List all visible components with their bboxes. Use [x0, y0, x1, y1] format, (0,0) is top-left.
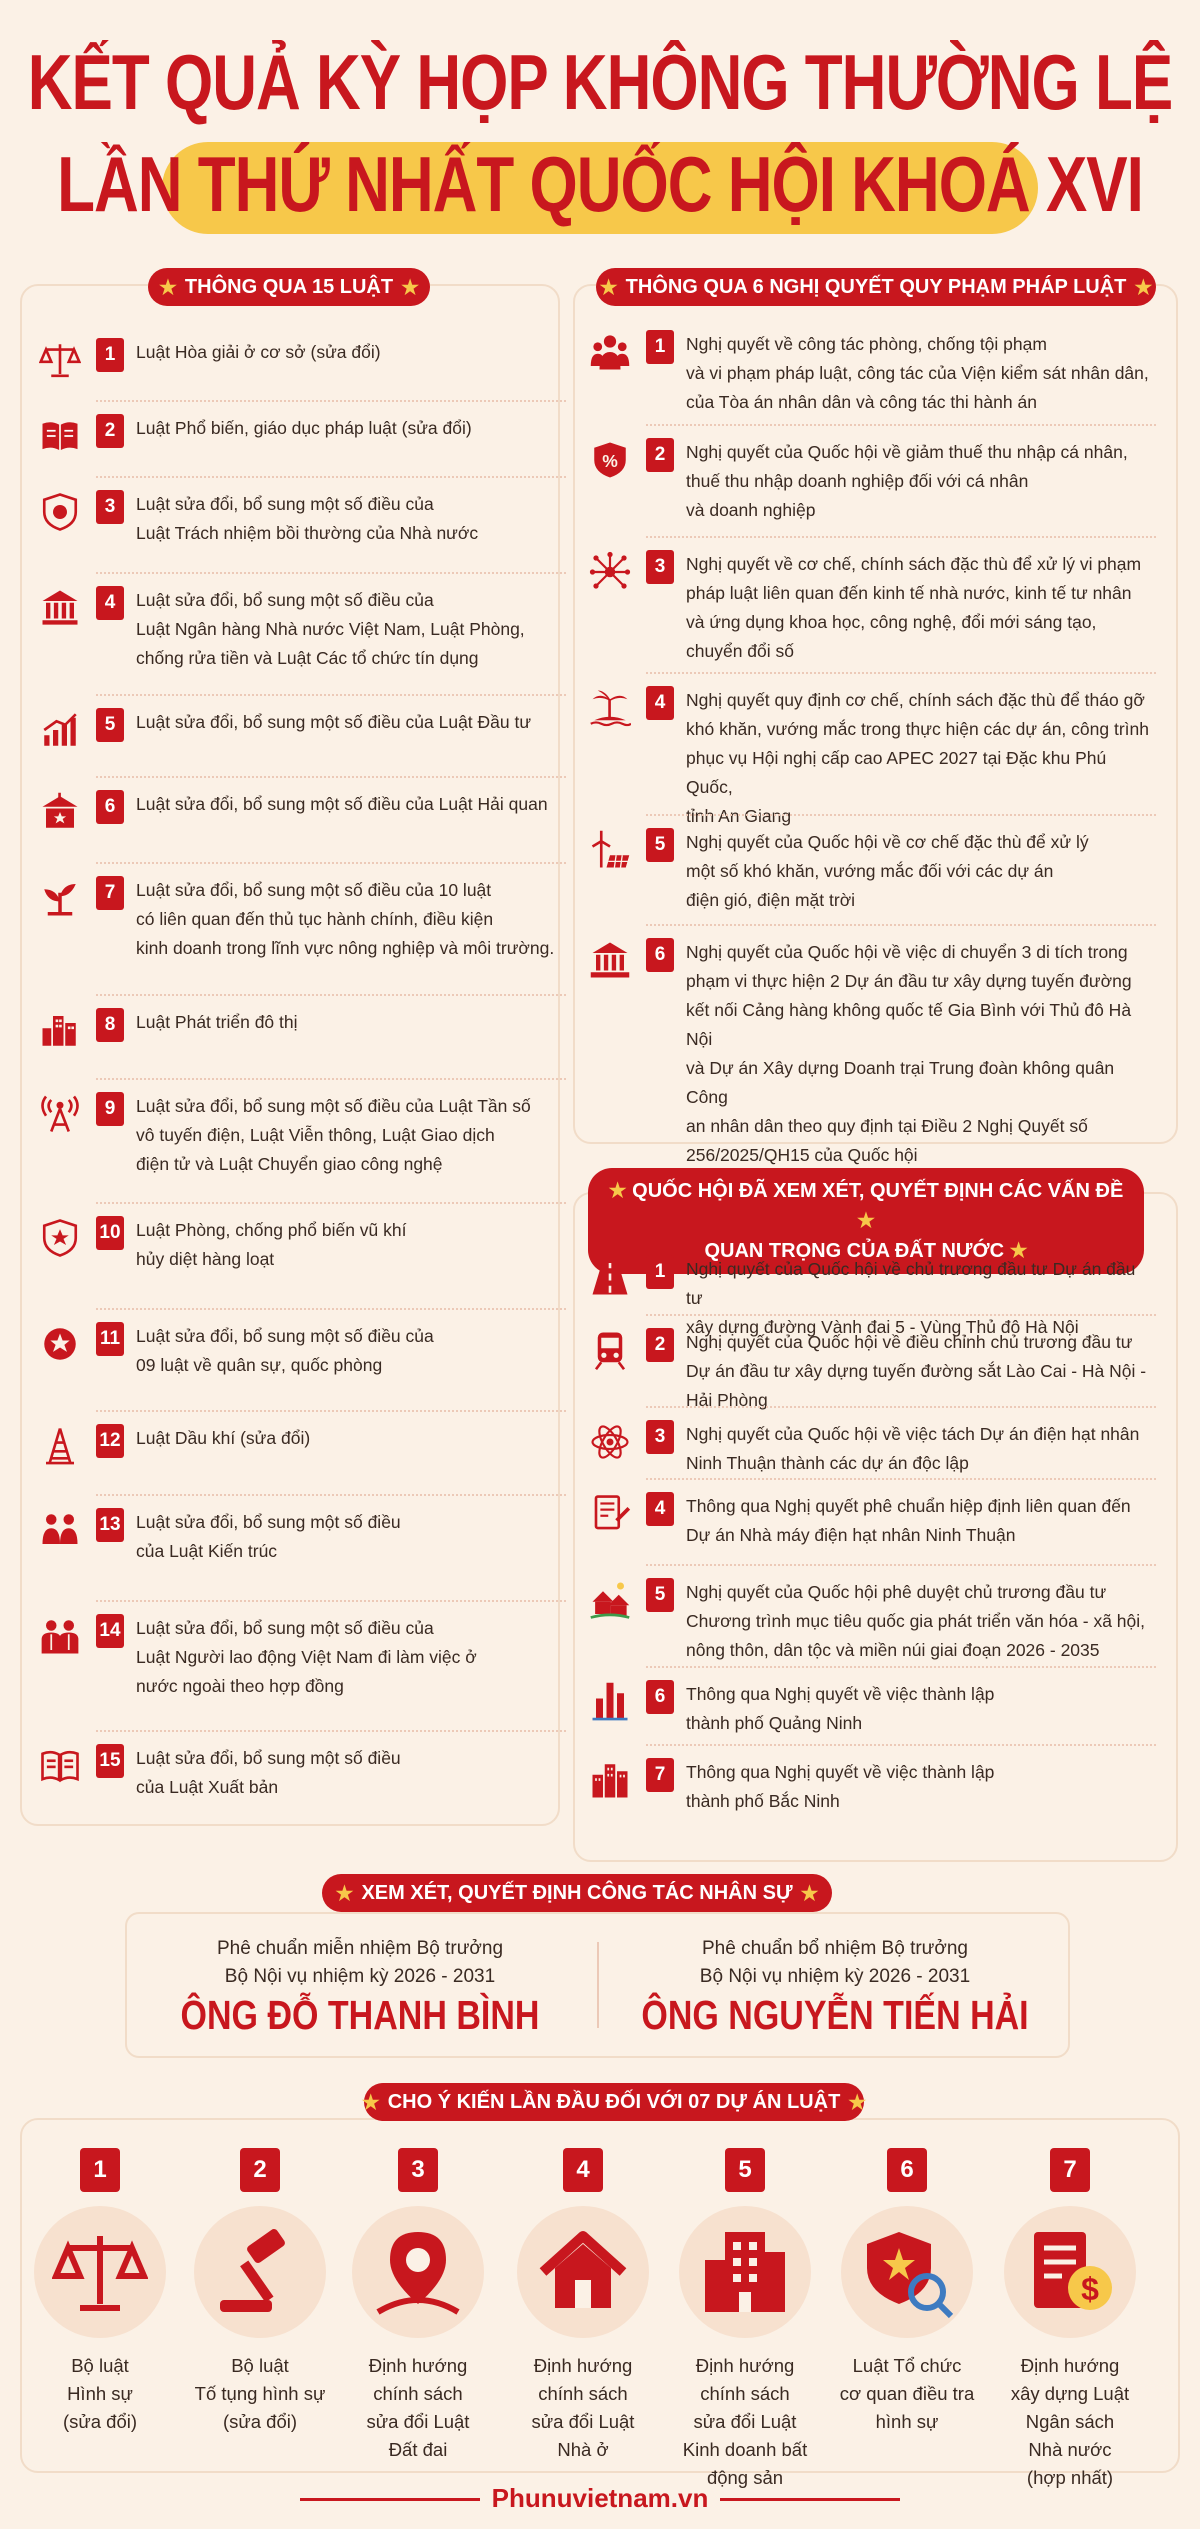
growth-chart-icon	[38, 708, 82, 752]
law-item	[38, 1424, 566, 1468]
law-item	[38, 338, 566, 382]
project-label-line: Tố tụng hình sự	[194, 2383, 326, 2404]
monument-icon	[588, 938, 632, 982]
resolution-text	[686, 828, 1156, 915]
architects-icon	[38, 1508, 82, 1552]
resolution-text-line: tỉnh An Giang	[686, 806, 792, 826]
personnel-left-line2: Bộ Nội vụ nhiệm kỳ 2026 - 2031	[224, 1966, 496, 1987]
personnel-right-line2: Bộ Nội vụ nhiệm kỳ 2026 - 2031	[699, 1966, 971, 1987]
radio-tower-icon	[38, 1092, 82, 1136]
laws-heading	[148, 268, 430, 306]
resolutions-heading-text: THÔNG QUA 6 NGHỊ QUYẾT QUY PHẠM PHÁP LUẬT	[625, 275, 1127, 298]
resolution-text-line: Nghị quyết của Quốc hội về việc di chuyển 3 di tích trong	[686, 942, 1128, 962]
resolution-text-line: khó khăn, vướng mắc trong thực hiện các dự án, công trình	[686, 719, 1149, 739]
law-number: 3	[96, 490, 124, 524]
resolution-number: 3	[646, 550, 674, 584]
decision-text-line: Nghị quyết của Quốc hội về việc tách Dự án điện hạt nhân	[686, 1424, 1140, 1444]
resolution-number: 4	[646, 686, 674, 720]
people-group-icon	[588, 330, 632, 374]
resolution-text-line: kết nối Cảng hàng không quốc tế Gia Bình với Thủ đô Hà Nội	[686, 1000, 1132, 1049]
decision-number: 6	[646, 1680, 674, 1714]
wind-solar-icon	[588, 828, 632, 872]
shield-icon	[38, 490, 82, 534]
law-item	[38, 1614, 566, 1701]
project-label-line: Bộ luật	[71, 2355, 129, 2376]
main-title-line1: KẾT QUẢ KỲ HỌP KHÔNG THƯỜNG LỆ	[27, 40, 1173, 127]
decision-separator	[646, 1744, 1156, 1746]
resolution-number: 6	[646, 938, 674, 972]
law-item	[38, 586, 566, 673]
plant-icon	[38, 876, 82, 920]
footer-site: Phunuvietnam.vn	[491, 2483, 709, 2513]
project-label-line: Bộ luật	[231, 2355, 289, 2376]
star-icon: ★	[857, 1210, 875, 1232]
project-item	[508, 2148, 658, 2464]
resolution-text-line: phục vụ Hội nghị cấp cao APEC 2027 tại Đặc khu Phú Quốc,	[686, 748, 1107, 797]
project-label-line: sửa đổi Luật	[693, 2411, 797, 2432]
resolution-separator	[646, 672, 1156, 674]
law-text	[136, 414, 566, 443]
resolution-text-line: điện gió, điện mặt trời	[686, 890, 856, 910]
resolution-text-line: Nghị quyết về cơ chế, chính sách đặc thù để xử lý vi phạm	[686, 554, 1142, 574]
personnel-left-line1: Phê chuẩn miễn nhiệm Bộ trưởng	[216, 1938, 504, 1959]
law-separator	[96, 400, 566, 402]
decisions-heading-line1: QUỐC HỘI ĐÃ XEM XÉT, QUYẾT ĐỊNH CÁC VẤN ĐỀ	[632, 1180, 1124, 1202]
star-icon: ★	[335, 1882, 354, 1905]
star-icon: ★	[608, 1180, 627, 1202]
city-icon	[38, 1008, 82, 1052]
law-number: 2	[96, 414, 124, 448]
police-badge-icon	[841, 2206, 973, 2338]
bank-icon	[38, 586, 82, 630]
project-item	[995, 2148, 1145, 2492]
project-number: 3	[398, 2148, 438, 2192]
project-item	[185, 2148, 335, 2436]
project-label-line: Kinh doanh bất	[682, 2439, 808, 2460]
svg-text:%: %	[602, 451, 618, 471]
law-separator	[96, 694, 566, 696]
personnel-left-name: ÔNG ĐỖ THANH BÌNH	[180, 1993, 540, 2039]
law-number: 11	[96, 1322, 124, 1356]
law-text-line: của Luật Xuất bản	[136, 1777, 279, 1797]
project-item	[832, 2148, 982, 2436]
law-number: 14	[96, 1614, 124, 1648]
project-label-line: Định hướng	[368, 2355, 468, 2376]
decision-text-line: Nghị quyết của Quốc hội về chủ trương đầu tư Dự án đầu tư	[686, 1259, 1136, 1308]
network-icon	[588, 550, 632, 594]
project-label-line: (hợp nhất)	[1026, 2467, 1114, 2488]
law-number: 13	[96, 1508, 124, 1542]
village-icon	[588, 1578, 632, 1622]
decision-text-line: thành phố Bắc Ninh	[686, 1791, 840, 1811]
city-tower-icon	[588, 1680, 632, 1724]
project-number: 2	[240, 2148, 280, 2192]
customs-house-icon	[38, 790, 82, 834]
law-text	[136, 708, 566, 737]
footer-line-right	[720, 2498, 900, 2501]
law-text-line: Luật sửa đổi, bổ sung một số điều của Luật Hải quan	[136, 794, 548, 814]
resolution-separator	[646, 924, 1156, 926]
decision-text	[686, 1420, 1156, 1478]
law-text-line: Luật Phổ biến, giáo dục pháp luật (sửa đổi)	[136, 418, 472, 438]
decision-item	[588, 1578, 1156, 1665]
svg-text:$: $	[1081, 2271, 1099, 2307]
law-text	[136, 1216, 566, 1274]
resolution-text-line: và doanh nghiệp	[686, 500, 816, 520]
law-text	[136, 1614, 566, 1701]
star-icon: ★	[401, 276, 420, 299]
law-separator	[96, 1600, 566, 1602]
resolution-text-line: Nghị quyết quy định cơ chế, chính sách đặc thù để tháo gỡ	[686, 690, 1145, 710]
oil-rig-icon	[38, 1424, 82, 1468]
law-separator	[96, 1730, 566, 1732]
percent-shield-icon	[588, 438, 632, 482]
law-number: 7	[96, 876, 124, 910]
decision-item	[588, 1492, 1156, 1550]
project-item	[25, 2148, 175, 2436]
project-label-line: chính sách	[700, 2383, 790, 2404]
law-text	[136, 1508, 566, 1566]
book-icon	[38, 414, 82, 458]
law-number: 8	[96, 1008, 124, 1042]
decision-number: 1	[646, 1255, 674, 1289]
budget-invoice-icon	[1004, 2206, 1136, 2338]
project-label-line: cơ quan điều tra	[839, 2383, 975, 2404]
decision-item	[588, 1680, 1156, 1738]
law-text-line: Luật sửa đổi, bổ sung một số điều	[136, 1512, 401, 1532]
law-number: 6	[96, 790, 124, 824]
resolution-text-line: Nghị quyết về công tác phòng, chống tội phạm	[686, 334, 1047, 354]
law-text-line: Luật sửa đổi, bổ sung một số điều của	[136, 590, 434, 610]
project-number: 1	[80, 2148, 120, 2192]
law-text-line: Luật Người lao động Việt Nam đi làm việc ở	[136, 1647, 477, 1667]
project-number: 6	[887, 2148, 927, 2192]
project-label	[25, 2352, 175, 2436]
road-icon	[588, 1255, 632, 1299]
law-separator	[96, 1410, 566, 1412]
law-separator	[96, 476, 566, 478]
decision-text	[686, 1758, 1156, 1816]
project-label-line: sửa đổi Luật	[531, 2411, 635, 2432]
resolution-text-line: và vi phạm pháp luật, công tác của Viện kiểm sát nhân dân,	[686, 363, 1149, 383]
law-separator	[96, 1308, 566, 1310]
law-text	[136, 1008, 566, 1037]
star-icon: ★	[599, 276, 618, 299]
law-text	[136, 1322, 566, 1380]
law-text	[136, 876, 566, 963]
resolution-separator	[646, 814, 1156, 816]
law-text	[136, 490, 566, 548]
resolution-text	[686, 938, 1156, 1170]
scales-icon	[34, 2206, 166, 2338]
decision-number: 4	[646, 1492, 674, 1526]
decision-separator	[646, 1314, 1156, 1316]
decision-separator	[646, 1564, 1156, 1566]
law-text-line: kinh doanh trong lĩnh vực nông nghiệp và môi trường.	[136, 938, 555, 958]
law-text-line: Luật Phát triển đô thị	[136, 1012, 298, 1032]
resolution-text	[686, 686, 1156, 831]
law-separator	[96, 572, 566, 574]
law-text-line: Luật sửa đổi, bổ sung một số điều của	[136, 494, 434, 514]
decision-text-line: Thông qua Nghị quyết phê chuẩn hiệp định liên quan đến	[686, 1496, 1131, 1516]
law-item	[38, 1322, 566, 1380]
resolution-text-line: và ứng dụng khoa học, công nghệ, đổi mới sáng tạo,	[686, 612, 1097, 632]
projects-heading	[361, 2083, 867, 2121]
decision-text-line: Ninh Thuận thành các dự án độc lập	[686, 1453, 969, 1473]
decision-text-line: Nghị quyết của Quốc hội về điều chỉnh chủ trương đầu tư	[686, 1332, 1133, 1352]
decision-text-line: Chương trình mục tiêu quốc gia phát triển văn hóa - xã hội,	[686, 1611, 1146, 1631]
project-label-line: xây dựng Luật	[1010, 2383, 1130, 2404]
law-text	[136, 586, 566, 673]
workers-icon	[38, 1614, 82, 1658]
resolution-text-line: của Tòa án nhân dân và công tác thi hành án	[686, 392, 1037, 412]
project-label	[670, 2352, 820, 2492]
project-label-line: (sửa đổi)	[62, 2411, 138, 2432]
decision-item	[588, 1758, 1156, 1816]
project-label-line: Nhà ở	[557, 2439, 609, 2460]
decision-separator	[646, 1666, 1156, 1668]
island-icon	[588, 686, 632, 730]
law-text	[136, 338, 566, 367]
decision-text	[686, 1492, 1156, 1550]
decision-item	[588, 1420, 1156, 1478]
personnel-divider	[597, 1942, 599, 2028]
law-number: 15	[96, 1744, 124, 1778]
resolution-item	[588, 438, 1156, 525]
resolution-item	[588, 828, 1156, 915]
law-number: 9	[96, 1092, 124, 1126]
project-label-line: (sửa đổi)	[222, 2411, 298, 2432]
decision-text-line: thành phố Quảng Ninh	[686, 1713, 863, 1733]
project-label-line: Hình sự	[67, 2383, 133, 2404]
law-item	[38, 414, 566, 458]
open-book-icon	[38, 1744, 82, 1788]
law-number: 4	[96, 586, 124, 620]
project-label-line: động sản	[706, 2467, 784, 2488]
gavel-icon	[194, 2206, 326, 2338]
decision-text-line: Hải Phòng	[686, 1390, 768, 1410]
decision-number: 3	[646, 1420, 674, 1454]
law-text-line: Luật sửa đổi, bổ sung một số điều của	[136, 1618, 434, 1638]
project-label-line: Định hướng	[533, 2355, 633, 2376]
law-separator	[96, 1202, 566, 1204]
resolution-item	[588, 550, 1156, 666]
project-label-line: chính sách	[538, 2383, 628, 2404]
law-item	[38, 1508, 566, 1566]
resolution-text-line: phạm vi thực hiện 2 Dự án đầu tư xây dựng tuyến đường	[686, 971, 1132, 991]
city-buildings-icon	[588, 1758, 632, 1802]
resolution-item	[588, 330, 1156, 417]
project-label-line: Luật Tổ chức	[852, 2355, 962, 2376]
personnel-left	[150, 1935, 570, 2039]
law-text-line: Luật Phòng, chống phổ biến vũ khí	[136, 1220, 407, 1240]
star-icon: ★	[361, 2091, 380, 2114]
project-label-line: Ngân sách	[1025, 2411, 1115, 2432]
resolution-text-line: Nghị quyết của Quốc hội về giảm thuế thu nhập cá nhân,	[686, 442, 1128, 462]
decision-text	[686, 1328, 1156, 1415]
personnel-heading	[322, 1874, 832, 1912]
project-number: 4	[563, 2148, 603, 2192]
resolution-separator	[646, 536, 1156, 538]
project-label-line: Đất đai	[388, 2439, 448, 2460]
decision-number: 2	[646, 1328, 674, 1362]
law-text-line: nước ngoài theo hợp đồng	[136, 1676, 344, 1696]
law-text-line: Luật Dầu khí (sửa đổi)	[136, 1428, 311, 1448]
project-item	[670, 2148, 820, 2492]
scales-icon	[38, 338, 82, 382]
train-icon	[588, 1328, 632, 1372]
military-badge-icon	[38, 1322, 82, 1366]
resolution-text-line: 256/2025/QH15 của Quốc hội	[686, 1145, 918, 1165]
resolution-text	[686, 330, 1156, 417]
law-text-line: điện tử và Luật Chuyển giao công nghệ	[136, 1154, 443, 1174]
law-item	[38, 708, 566, 752]
law-separator	[96, 1494, 566, 1496]
law-text-line: Luật Hòa giải ở cơ sở (sửa đổi)	[136, 342, 381, 362]
atom-icon	[588, 1420, 632, 1464]
decision-item	[588, 1328, 1156, 1415]
law-text-line: của Luật Kiến trúc	[136, 1541, 278, 1561]
decision-separator	[646, 1478, 1156, 1480]
law-item	[38, 1216, 566, 1274]
law-separator	[96, 776, 566, 778]
law-text-line: Luật sửa đổi, bổ sung một số điều của	[136, 1326, 434, 1346]
personnel-right	[625, 1935, 1045, 2039]
law-text	[136, 1424, 566, 1453]
star-icon: ★	[1009, 1240, 1028, 1262]
personnel-right-line1: Phê chuẩn bổ nhiệm Bộ trưởng	[701, 1938, 968, 1959]
star-icon: ★	[800, 1882, 819, 1905]
law-number: 10	[96, 1216, 124, 1250]
decisions-heading-line2: QUAN TRỌNG CỦA ĐẤT NƯỚC	[704, 1240, 1005, 1262]
resolution-text-line: an nhân dân theo quy định tại Điều 2 Nghị Quyết số	[686, 1116, 1088, 1136]
law-item	[38, 790, 566, 834]
project-label	[185, 2352, 335, 2436]
law-separator	[96, 1078, 566, 1080]
law-text	[136, 1092, 566, 1179]
law-text-line: có liên quan đến thủ tục hành chính, điều kiện	[136, 909, 494, 929]
project-label	[995, 2352, 1145, 2492]
decision-text	[686, 1578, 1156, 1665]
resolution-number: 1	[646, 330, 674, 364]
decision-number: 7	[646, 1758, 674, 1792]
project-label-line: chính sách	[373, 2383, 463, 2404]
map-pin-icon	[352, 2206, 484, 2338]
resolution-text	[686, 550, 1156, 666]
project-number: 5	[725, 2148, 765, 2192]
resolution-text-line: Nghị quyết của Quốc hội về cơ chế đặc thù để xử lý	[686, 832, 1089, 852]
house-icon	[517, 2206, 649, 2338]
law-item	[38, 1008, 566, 1052]
law-text-line: hủy diệt hàng loạt	[136, 1249, 275, 1269]
project-number: 7	[1050, 2148, 1090, 2192]
project-label	[343, 2352, 493, 2464]
real-estate-icon	[679, 2206, 811, 2338]
law-text-line: chống rửa tiền và Luật Các tổ chức tín dụng	[136, 648, 479, 668]
resolutions-heading	[596, 268, 1156, 306]
decision-text-line: Thông qua Nghị quyết về việc thành lập	[686, 1684, 995, 1704]
law-text-line: Luật sửa đổi, bổ sung một số điều của Luật Đầu tư	[136, 712, 532, 732]
law-separator	[96, 994, 566, 996]
decision-text-line: Dự án đầu tư xây dựng tuyến đường sắt Lào Cai - Hà Nội -	[686, 1361, 1147, 1381]
law-item	[38, 876, 566, 963]
law-text-line: 09 luật về quân sự, quốc phòng	[136, 1355, 383, 1375]
decision-text	[686, 1680, 1156, 1738]
decision-text-line: Nghị quyết của Quốc hội phê duyệt chủ trương đầu tư	[686, 1582, 1107, 1602]
law-number: 1	[96, 338, 124, 372]
laws-heading-text: THÔNG QUA 15 LUẬT	[184, 275, 394, 298]
resolution-item	[588, 686, 1156, 831]
resolution-text-line: và Dự án Xây dựng Doanh trại Trung đoàn không quân Công	[686, 1058, 1115, 1107]
resolution-separator	[646, 424, 1156, 426]
project-label	[832, 2352, 982, 2436]
resolution-text-line: pháp luật liên quan đến kinh tế nhà nước, kinh tế tư nhân	[686, 583, 1132, 603]
project-label-line: hình sự	[875, 2411, 939, 2432]
law-text-line: Luật sửa đổi, bổ sung một số điều của Luật Tần số	[136, 1096, 531, 1116]
project-label-line: sửa đổi Luật	[366, 2411, 470, 2432]
project-item	[343, 2148, 493, 2464]
resolution-text-line: chuyển đổi số	[686, 641, 794, 661]
law-text-line: Luật sửa đổi, bổ sung một số điều của 10 luật	[136, 880, 492, 900]
law-text-line: Luật Trách nhiệm bồi thường của Nhà nước	[136, 523, 479, 543]
resolution-item	[588, 938, 1156, 1170]
decision-separator	[646, 1406, 1156, 1408]
law-number: 5	[96, 708, 124, 742]
decision-number: 5	[646, 1578, 674, 1612]
resolution-text	[686, 438, 1156, 525]
decision-text-line: Thông qua Nghị quyết về việc thành lập	[686, 1762, 995, 1782]
decision-text-line: xây dựng đường Vành đai 5 - Vùng Thủ đô Hà Nội	[686, 1317, 1079, 1337]
law-text	[136, 790, 566, 819]
resolution-number: 5	[646, 828, 674, 862]
shield-star-icon	[38, 1216, 82, 1260]
decision-text-line: nông thôn, dân tộc và miền núi giai đoạn 2026 - 2035	[686, 1640, 1100, 1660]
personnel-right-name: ÔNG NGUYỄN TIẾN HẢI	[641, 1993, 1029, 2039]
main-title-line2: LẦN THỨ NHẤT QUỐC HỘI KHOÁ XVI	[57, 142, 1143, 229]
resolution-text-line: thuế thu nhập doanh nghiệp đối với cá nhân	[686, 471, 1029, 491]
law-text-line: Luật Ngân hàng Nhà nước Việt Nam, Luật Phòng,	[136, 619, 525, 639]
star-icon: ★	[1134, 276, 1153, 299]
project-label-line: Định hướng	[695, 2355, 795, 2376]
personnel-heading-text: XEM XÉT, QUYẾT ĐỊNH CÔNG TÁC NHÂN SỰ	[361, 1881, 793, 1904]
resolution-number: 2	[646, 438, 674, 472]
star-icon: ★	[158, 276, 177, 299]
resolution-text-line: một số khó khăn, vướng mắc đối với các dự án	[686, 861, 1054, 881]
project-label-line: Định hướng	[1020, 2355, 1120, 2376]
law-separator	[96, 862, 566, 864]
document-signing-icon	[588, 1492, 632, 1536]
law-item	[38, 1092, 566, 1179]
law-number: 12	[96, 1424, 124, 1458]
project-label-line: Nhà nước	[1028, 2439, 1112, 2460]
projects-heading-text: CHO Ý KIẾN LẦN ĐẦU ĐỐI VỚI 07 DỰ ÁN LUẬT	[387, 2090, 841, 2113]
law-text-line: Luật sửa đổi, bổ sung một số điều	[136, 1748, 401, 1768]
star-icon: ★	[848, 2091, 867, 2114]
project-label	[508, 2352, 658, 2464]
law-text-line: vô tuyến điện, Luật Viễn thông, Luật Giao dịch	[136, 1125, 495, 1145]
law-item	[38, 1744, 566, 1802]
law-item	[38, 490, 566, 548]
law-text	[136, 1744, 566, 1802]
decision-text-line: Dự án Nhà máy điện hạt nhân Ninh Thuận	[686, 1525, 1016, 1545]
